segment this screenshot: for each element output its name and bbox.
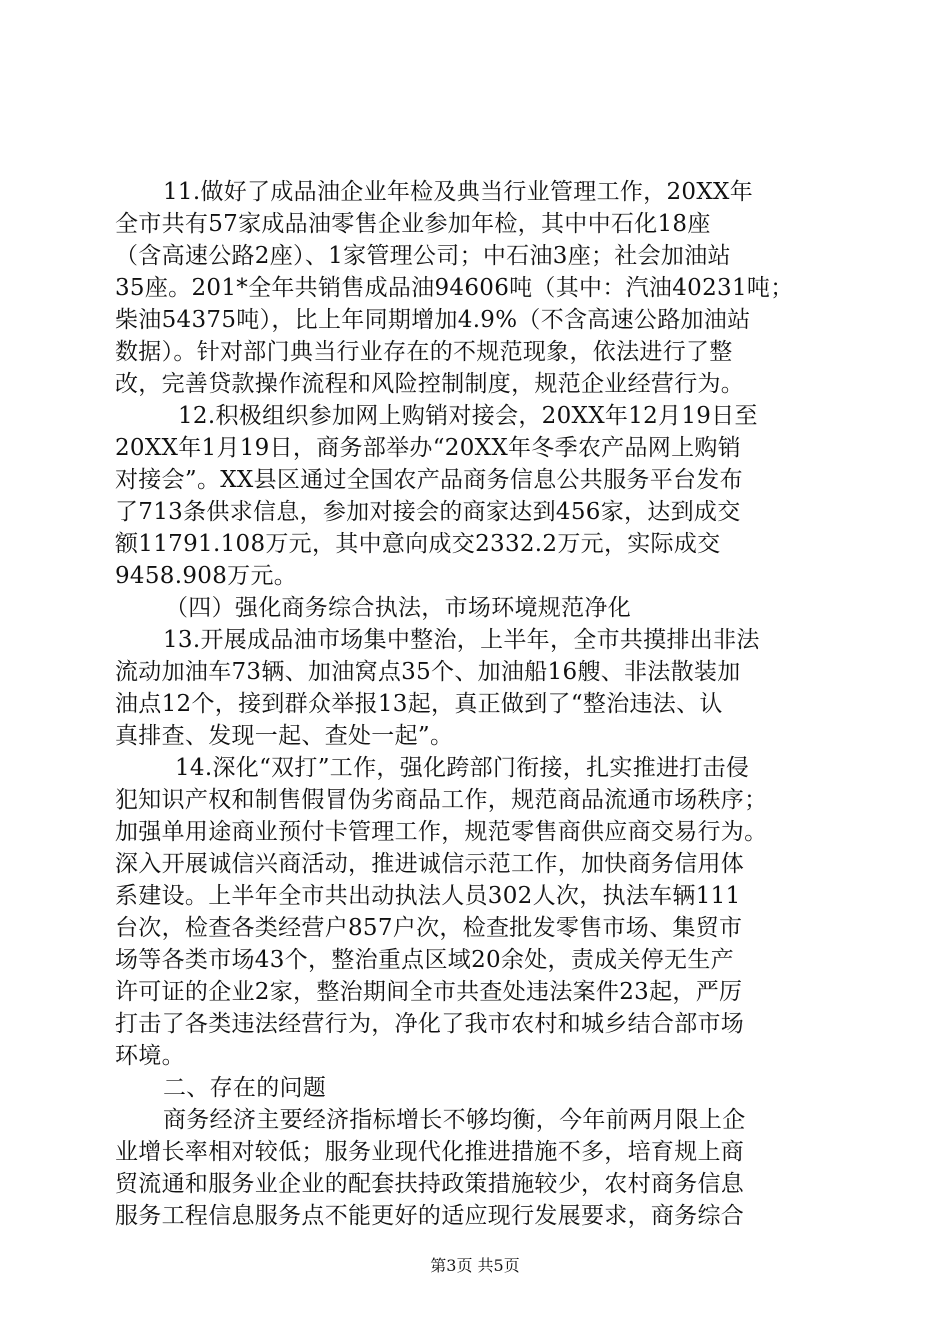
text-line: 35座。201*全年共销售成品油94606吨（其中：汽油40231吨； <box>115 275 794 301</box>
text-line: 犯知识产权和制售假冒伪劣商品工作，规范商品流通市场秩序； <box>115 787 768 813</box>
text-line: 14.深化“双打”工作，强化跨部门衔接，扎实推进打击侵 <box>175 755 750 781</box>
text-line: 了713条供求信息，参加对接会的商家达到456家，达到成交 <box>115 499 741 525</box>
text-line: （含高速公路2座）、1家管理公司；中石油3座；社会加油站 <box>115 243 731 269</box>
text-line: 柴油54375吨），比上年同期增加4.9%（不含高速公路加油站 <box>115 307 751 333</box>
text-line: 流动加油车73辆、加油窝点35个、加油船16艘、非法散装加 <box>115 659 741 685</box>
text-line: 真排查、发现一起、查处一起”。 <box>115 723 454 749</box>
text-line: 打击了各类违法经营行为，净化了我市农村和城乡结合部市场 <box>115 1011 745 1037</box>
section-heading: （四）强化商务综合执法，市场环境规范净化 <box>165 595 631 621</box>
text-line: 环境。 <box>115 1043 185 1069</box>
text-line: 对接会”。XX县区通过全国农产品商务信息公共服务平台发布 <box>115 467 743 493</box>
text-line: 深入开展诚信兴商活动，推进诚信示范工作，加快商务信用体 <box>115 851 745 877</box>
text-line: 20XX年1月19日，商务部举办“20XX年冬季农产品网上购销 <box>115 435 741 461</box>
section-heading: 二、存在的问题 <box>163 1075 327 1101</box>
text-line: 全市共有57家成品油零售企业参加年检，其中中石化18座 <box>115 211 711 237</box>
text-line: 额11791.108万元，其中意向成交2332.2万元，实际成交 <box>115 531 721 557</box>
text-line: 9458.908万元。 <box>115 563 298 589</box>
text-line: 贸流通和服务业企业的配套扶持政策措施较少，农村商务信息 <box>115 1171 745 1197</box>
text-line: 服务工程信息服务点不能更好的适应现行发展要求，商务综合 <box>115 1203 745 1229</box>
text-line: 许可证的企业2家，整治期间全市共查处违法案件23起，严厉 <box>115 979 743 1005</box>
text-line: 数据）。针对部门典当行业存在的不规范现象，依法进行了整 <box>115 339 733 365</box>
text-line: 台次，检查各类经营户857户次，检查批发零售市场、集贸市 <box>115 915 743 941</box>
text-line: 场等各类市场43个，整治重点区域20余处，责成关停无生产 <box>115 947 734 973</box>
text-line: 油点12个，接到群众举报13起，真正做到了“整治违法、认 <box>115 691 723 717</box>
text-line: 改，完善贷款操作流程和风险控制制度，规范企业经营行为。 <box>115 371 745 397</box>
page-footer: 第3页 共5页 <box>430 1256 520 1275</box>
text-line: 11.做好了成品油企业年检及典当行业管理工作，20XX年 <box>163 179 753 205</box>
text-line: 加强单用途商业预付卡管理工作，规范零售商供应商交易行为。 <box>115 819 768 845</box>
text-line: 系建设。上半年全市共出动执法人员302人次，执法车辆111 <box>115 883 741 909</box>
text-line: 商务经济主要经济指标增长不够均衡，今年前两月限上企 <box>163 1107 746 1133</box>
text-line: 12.积极组织参加网上购销对接会，20XX年12月19日至 <box>178 403 758 429</box>
text-line: 业增长率相对较低；服务业现代化推进措施不多，培育规上商 <box>115 1139 745 1165</box>
text-line: 13.开展成品油市场集中整治，上半年，全市共摸排出非法 <box>163 627 760 653</box>
